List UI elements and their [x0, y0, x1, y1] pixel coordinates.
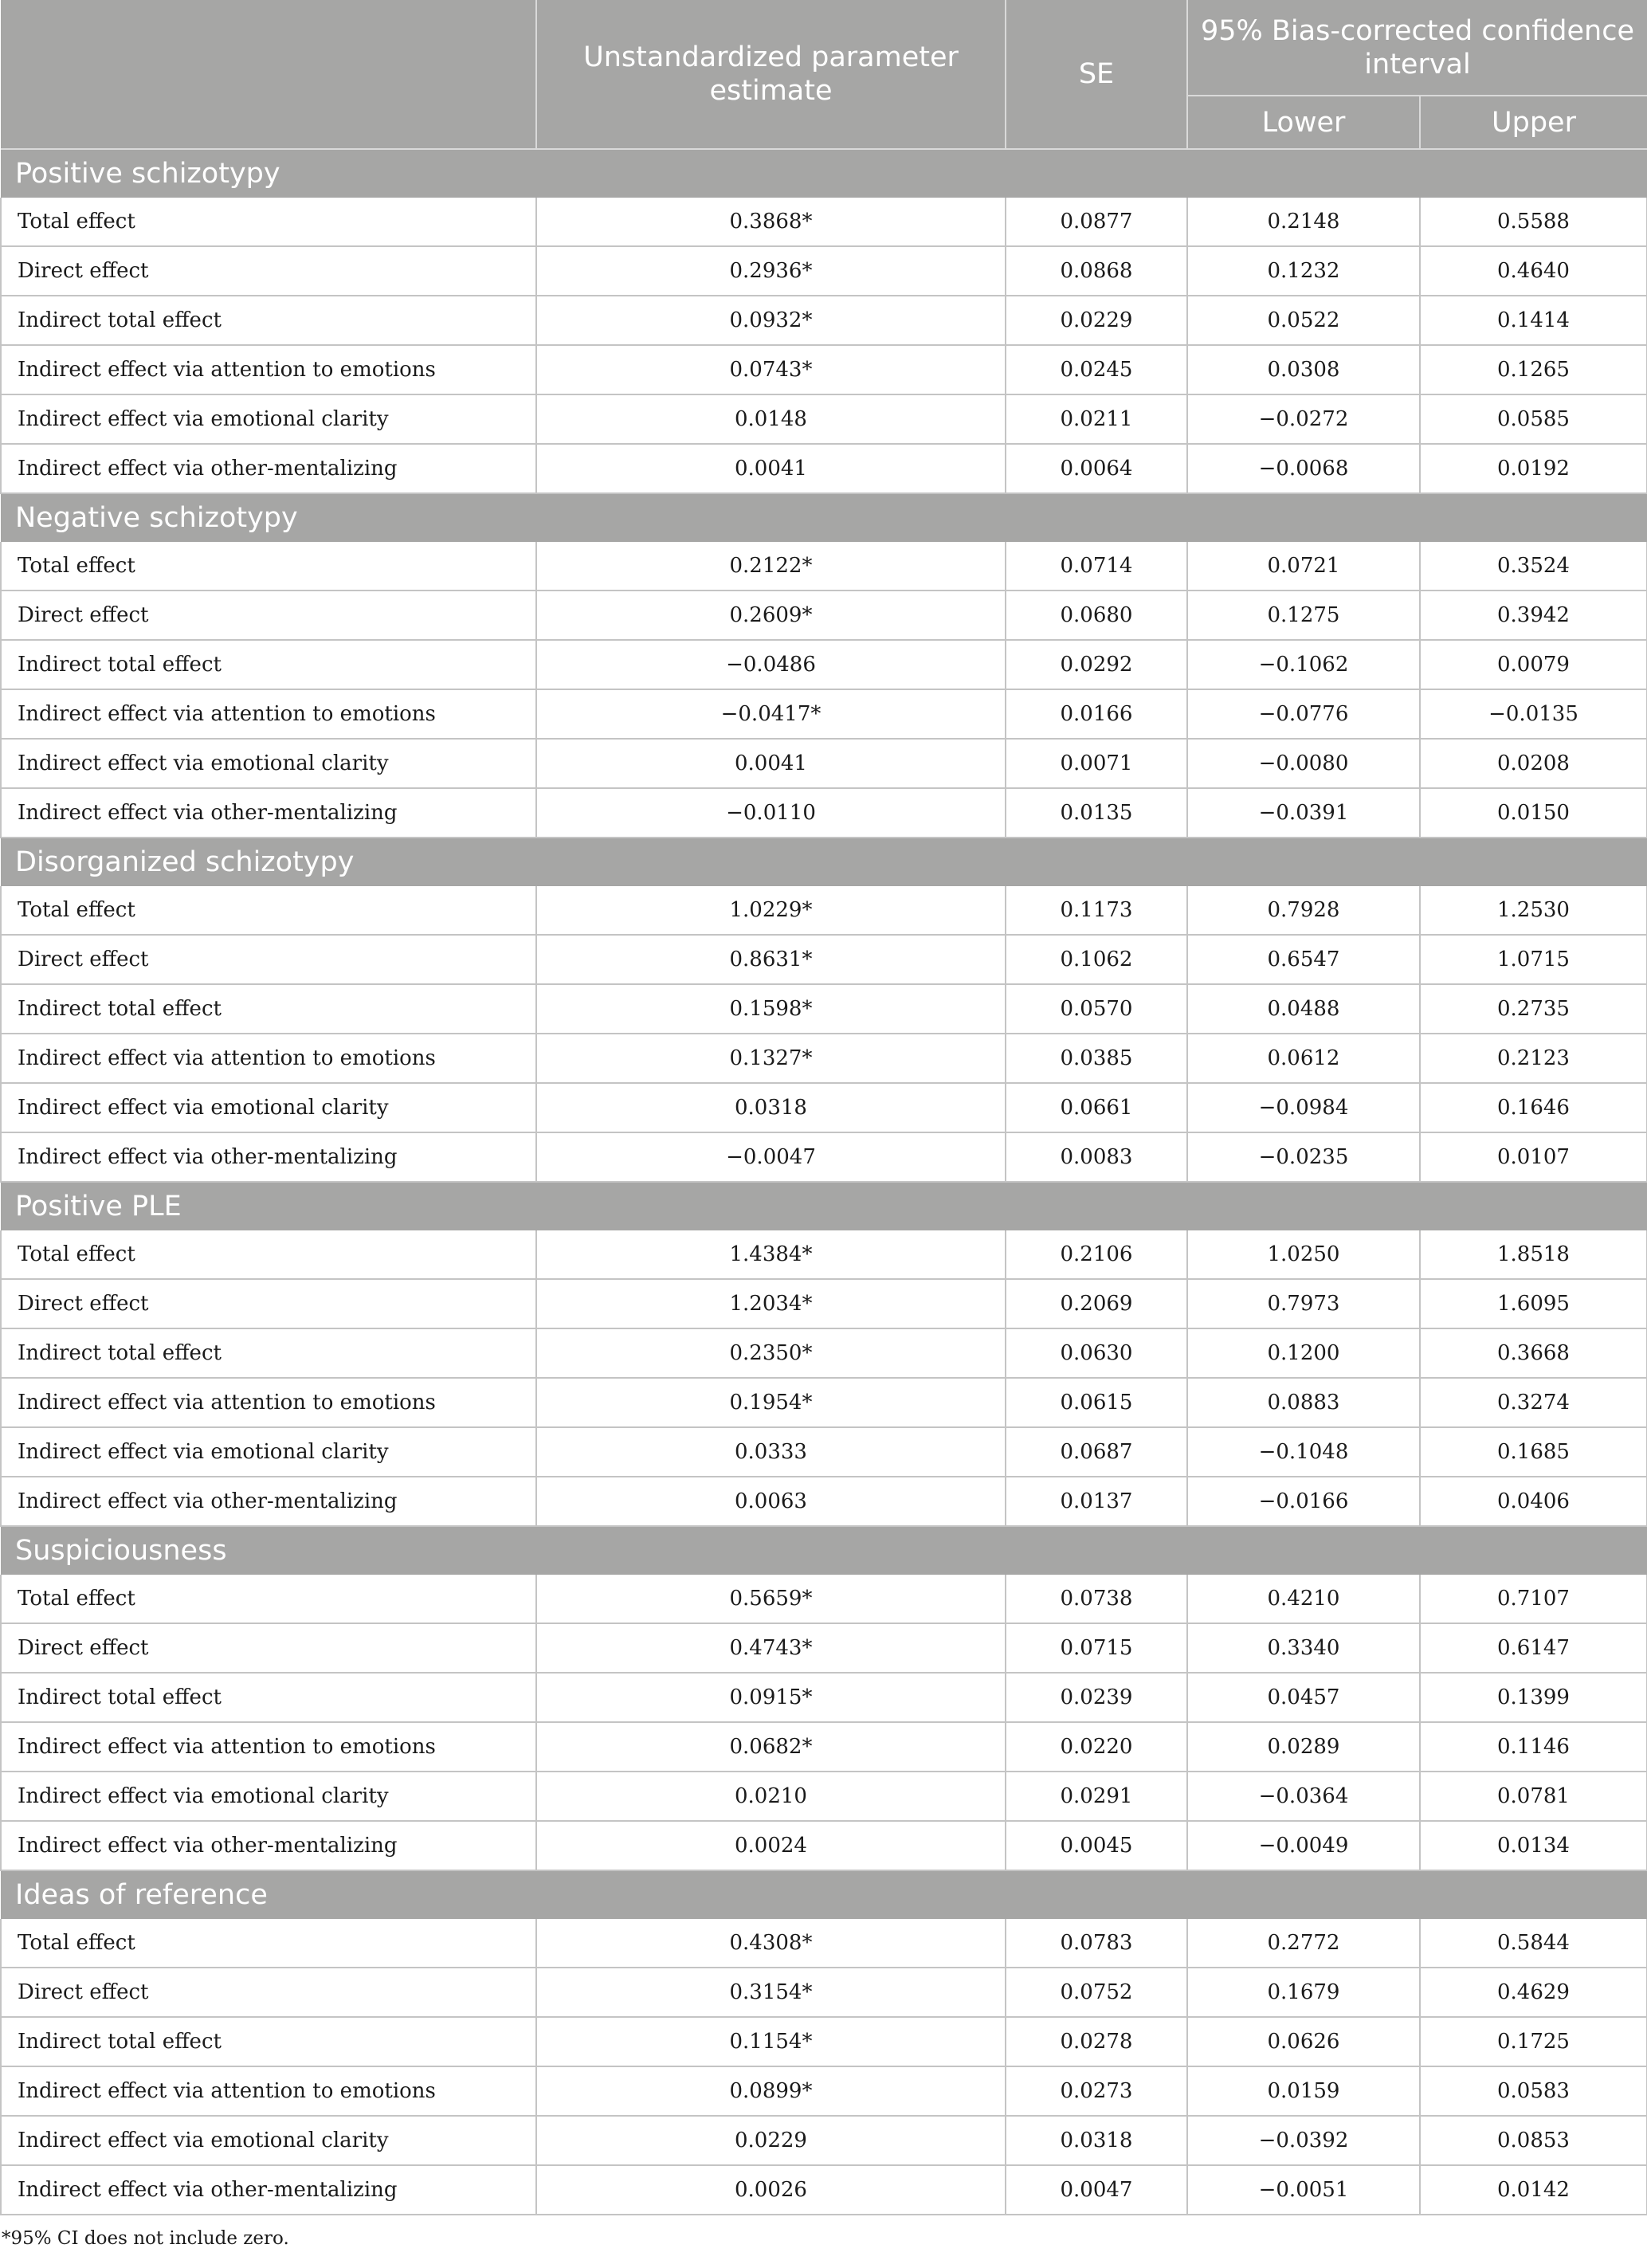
table-row	[1, 1083, 1647, 1132]
ci-lower-cell: 0.0612	[1187, 1034, 1420, 1083]
ci-lower-cell: −0.0080	[1187, 739, 1420, 788]
estimate-cell: 0.0915*	[536, 1673, 1006, 1722]
ci-upper-cell: 0.0208	[1420, 739, 1647, 788]
row-label: Total effect	[1, 198, 536, 246]
estimate-cell: 0.1154*	[536, 2017, 1006, 2066]
table-row	[1, 1919, 1647, 1968]
table-row	[1, 1623, 1647, 1673]
ci-upper-cell: 0.0192	[1420, 444, 1647, 493]
ci-upper-cell: 0.0781	[1420, 1772, 1647, 1821]
header-upper: Upper	[1420, 96, 1647, 149]
ci-lower-cell: −0.0776	[1187, 689, 1420, 739]
ci-lower-cell: −0.0049	[1187, 1821, 1420, 1870]
ci-lower-cell: −0.1062	[1187, 640, 1420, 689]
row-label: Indirect total effect	[1, 1673, 536, 1722]
ci-upper-cell: 0.5844	[1420, 1919, 1647, 1968]
estimate-cell: 0.1598*	[536, 984, 1006, 1034]
estimate-cell: 0.1327*	[536, 1034, 1006, 1083]
se-cell: 0.0292	[1006, 640, 1187, 689]
estimate-cell: 0.2609*	[536, 591, 1006, 640]
estimate-cell: 0.0041	[536, 739, 1006, 788]
table-row	[1, 2017, 1647, 2066]
row-label: Indirect effect via emotional clarity	[1, 1772, 536, 1821]
row-label: Indirect effect via other-mentalizing	[1, 2165, 536, 2215]
row-label: Indirect effect via attention to emotions	[1, 689, 536, 739]
ci-lower-cell: 1.0250	[1187, 1230, 1420, 1279]
se-cell: 0.0211	[1006, 394, 1187, 444]
table-row	[1, 1378, 1647, 1427]
se-cell: 0.0229	[1006, 296, 1187, 345]
se-cell: 0.0630	[1006, 1328, 1187, 1378]
ci-lower-cell: 0.7928	[1187, 886, 1420, 935]
se-cell: 0.0273	[1006, 2066, 1187, 2116]
ci-lower-cell: 0.2772	[1187, 1919, 1420, 1968]
ci-upper-cell: 1.8518	[1420, 1230, 1647, 1279]
table-body	[1, 149, 1647, 2215]
ci-lower-cell: 0.2148	[1187, 198, 1420, 246]
ci-upper-cell: 0.3942	[1420, 591, 1647, 640]
ci-lower-cell: −0.0235	[1187, 1132, 1420, 1182]
estimate-cell: 0.0229	[536, 2116, 1006, 2165]
se-cell: 0.0687	[1006, 1427, 1187, 1477]
estimate-cell: 0.4743*	[536, 1623, 1006, 1673]
estimate-cell: 0.0210	[536, 1772, 1006, 1821]
ci-lower-cell: −0.0166	[1187, 1477, 1420, 1526]
ci-upper-cell: 0.0150	[1420, 788, 1647, 838]
estimate-cell: 1.4384*	[536, 1230, 1006, 1279]
row-label: Indirect total effect	[1, 2017, 536, 2066]
se-cell: 0.0047	[1006, 2165, 1187, 2215]
ci-lower-cell: −0.0068	[1187, 444, 1420, 493]
estimate-cell: 0.2936*	[536, 246, 1006, 296]
header-estimate: Unstandardized parameter estimate	[536, 0, 1006, 149]
section-header-row	[1, 838, 1647, 886]
row-label: Total effect	[1, 886, 536, 935]
table-row	[1, 1230, 1647, 1279]
ci-lower-cell: 0.0457	[1187, 1673, 1420, 1722]
ci-lower-cell: −0.0391	[1187, 788, 1420, 838]
row-label: Indirect effect via other-mentalizing	[1, 444, 536, 493]
table-row	[1, 1328, 1647, 1378]
estimate-cell: 1.2034*	[536, 1279, 1006, 1328]
ci-upper-cell: 0.1685	[1420, 1427, 1647, 1477]
header-confidence-interval: 95% Bias-corrected confidence interval	[1187, 0, 1647, 96]
ci-lower-cell: 0.1679	[1187, 1968, 1420, 2017]
ci-lower-cell: 0.1232	[1187, 246, 1420, 296]
estimate-cell: 0.3868*	[536, 198, 1006, 246]
se-cell: 0.0868	[1006, 246, 1187, 296]
ci-lower-cell: −0.0051	[1187, 2165, 1420, 2215]
table-row	[1, 2116, 1647, 2165]
ci-lower-cell: 0.1275	[1187, 591, 1420, 640]
table-row	[1, 2165, 1647, 2215]
ci-upper-cell: 0.5588	[1420, 198, 1647, 246]
se-cell: 0.0137	[1006, 1477, 1187, 1526]
ci-upper-cell: 1.0715	[1420, 935, 1647, 984]
section-title: Negative schizotypy	[1, 493, 1647, 542]
estimate-cell: 0.8631*	[536, 935, 1006, 984]
ci-lower-cell: −0.0984	[1187, 1083, 1420, 1132]
ci-lower-cell: 0.0522	[1187, 296, 1420, 345]
estimate-cell: 1.0229*	[536, 886, 1006, 935]
estimate-cell: −0.0417*	[536, 689, 1006, 739]
row-label: Indirect total effect	[1, 640, 536, 689]
table-row	[1, 1722, 1647, 1772]
estimate-cell: 0.5659*	[536, 1575, 1006, 1623]
table-header	[1, 0, 1647, 149]
section-header-row	[1, 1182, 1647, 1230]
ci-upper-cell: 0.1725	[1420, 2017, 1647, 2066]
se-cell: 0.0714	[1006, 542, 1187, 591]
estimate-cell: 0.2350*	[536, 1328, 1006, 1378]
ci-upper-cell: 0.1265	[1420, 345, 1647, 394]
ci-lower-cell: −0.0364	[1187, 1772, 1420, 1821]
table-row	[1, 542, 1647, 591]
ci-upper-cell: 0.4629	[1420, 1968, 1647, 2017]
section-header-row	[1, 493, 1647, 542]
row-label: Indirect effect via emotional clarity	[1, 1427, 536, 1477]
ci-upper-cell: 1.2530	[1420, 886, 1647, 935]
se-cell: 0.0083	[1006, 1132, 1187, 1182]
ci-upper-cell: 0.0583	[1420, 2066, 1647, 2116]
ci-lower-cell: 0.0159	[1187, 2066, 1420, 2116]
se-cell: 0.1062	[1006, 935, 1187, 984]
ci-upper-cell: 1.6095	[1420, 1279, 1647, 1328]
ci-upper-cell: 0.0585	[1420, 394, 1647, 444]
estimate-cell: 0.0318	[536, 1083, 1006, 1132]
row-label: Direct effect	[1, 246, 536, 296]
se-cell: 0.0318	[1006, 2116, 1187, 2165]
estimate-cell: 0.0024	[536, 1821, 1006, 1870]
row-label: Direct effect	[1, 1968, 536, 2017]
ci-upper-cell: 0.3274	[1420, 1378, 1647, 1427]
row-label: Total effect	[1, 542, 536, 591]
section-title: Suspiciousness	[1, 1526, 1647, 1575]
ci-lower-cell: 0.4210	[1187, 1575, 1420, 1623]
table-row	[1, 1968, 1647, 2017]
table-row	[1, 591, 1647, 640]
table-row	[1, 246, 1647, 296]
row-label: Indirect effect via emotional clarity	[1, 2116, 536, 2165]
row-label: Indirect effect via other-mentalizing	[1, 788, 536, 838]
ci-upper-cell: 0.4640	[1420, 246, 1647, 296]
se-cell: 0.0752	[1006, 1968, 1187, 2017]
se-cell: 0.0715	[1006, 1623, 1187, 1673]
ci-lower-cell: −0.1048	[1187, 1427, 1420, 1477]
ci-upper-cell: 0.6147	[1420, 1623, 1647, 1673]
se-cell: 0.0135	[1006, 788, 1187, 838]
table-row	[1, 739, 1647, 788]
se-cell: 0.0064	[1006, 444, 1187, 493]
se-cell: 0.0278	[1006, 2017, 1187, 2066]
section-header-row	[1, 149, 1647, 198]
row-label: Indirect effect via emotional clarity	[1, 394, 536, 444]
ci-upper-cell: −0.0135	[1420, 689, 1647, 739]
ci-upper-cell: 0.0853	[1420, 2116, 1647, 2165]
ci-lower-cell: 0.7973	[1187, 1279, 1420, 1328]
se-cell: 0.0680	[1006, 591, 1187, 640]
ci-upper-cell: 0.1146	[1420, 1722, 1647, 1772]
estimate-cell: 0.0682*	[536, 1722, 1006, 1772]
footnote: *95% CI does not include zero.	[2, 2228, 289, 2249]
se-cell: 0.0291	[1006, 1772, 1187, 1821]
ci-lower-cell: 0.0308	[1187, 345, 1420, 394]
section-header-row	[1, 1526, 1647, 1575]
table-row	[1, 1034, 1647, 1083]
estimate-cell: −0.0486	[536, 640, 1006, 689]
table-row	[1, 1575, 1647, 1623]
se-cell: 0.1173	[1006, 886, 1187, 935]
ci-lower-cell: 0.3340	[1187, 1623, 1420, 1673]
se-cell: 0.0570	[1006, 984, 1187, 1034]
se-cell: 0.0783	[1006, 1919, 1187, 1968]
section-title: Ideas of reference	[1, 1870, 1647, 1919]
se-cell: 0.0045	[1006, 1821, 1187, 1870]
table-row	[1, 345, 1647, 394]
row-label: Total effect	[1, 1919, 536, 1968]
row-label: Indirect total effect	[1, 296, 536, 345]
se-cell: 0.0615	[1006, 1378, 1187, 1427]
ci-lower-cell: 0.1200	[1187, 1328, 1420, 1378]
row-label: Indirect effect via other-mentalizing	[1, 1821, 536, 1870]
se-cell: 0.0245	[1006, 345, 1187, 394]
row-label: Total effect	[1, 1230, 536, 1279]
ci-lower-cell: 0.0488	[1187, 984, 1420, 1034]
estimate-cell: 0.0041	[536, 444, 1006, 493]
row-label: Indirect effect via attention to emotions	[1, 345, 536, 394]
ci-lower-cell: 0.0626	[1187, 2017, 1420, 2066]
table-row	[1, 1477, 1647, 1526]
table-row	[1, 394, 1647, 444]
ci-upper-cell: 0.1414	[1420, 296, 1647, 345]
ci-lower-cell: 0.0289	[1187, 1722, 1420, 1772]
ci-lower-cell: 0.0721	[1187, 542, 1420, 591]
header-lower: Lower	[1187, 96, 1420, 149]
row-label: Indirect effect via attention to emotions	[1, 1034, 536, 1083]
section-header-row	[1, 1870, 1647, 1919]
table-row	[1, 1427, 1647, 1477]
estimate-cell: 0.0899*	[536, 2066, 1006, 2116]
se-cell: 0.0738	[1006, 1575, 1187, 1623]
ci-lower-cell: −0.0392	[1187, 2116, 1420, 2165]
ci-upper-cell: 0.0142	[1420, 2165, 1647, 2215]
se-cell: 0.0166	[1006, 689, 1187, 739]
ci-upper-cell: 0.0079	[1420, 640, 1647, 689]
row-label: Direct effect	[1, 1279, 536, 1328]
estimate-cell: 0.0026	[536, 2165, 1006, 2215]
estimate-cell: 0.1954*	[536, 1378, 1006, 1427]
row-label: Direct effect	[1, 591, 536, 640]
ci-lower-cell: 0.0883	[1187, 1378, 1420, 1427]
estimate-cell: −0.0110	[536, 788, 1006, 838]
ci-upper-cell: 0.7107	[1420, 1575, 1647, 1623]
table-row	[1, 935, 1647, 984]
ci-upper-cell: 0.0107	[1420, 1132, 1647, 1182]
table-row	[1, 886, 1647, 935]
table-row	[1, 296, 1647, 345]
table-row	[1, 1673, 1647, 1722]
row-label: Indirect total effect	[1, 1328, 536, 1378]
row-label: Indirect total effect	[1, 984, 536, 1034]
ci-upper-cell: 0.1399	[1420, 1673, 1647, 1722]
table-row	[1, 1772, 1647, 1821]
row-label: Direct effect	[1, 935, 536, 984]
table-row	[1, 689, 1647, 739]
table-row	[1, 1821, 1647, 1870]
row-label: Direct effect	[1, 1623, 536, 1673]
table-row	[1, 198, 1647, 246]
table-row	[1, 2066, 1647, 2116]
row-label: Indirect effect via other-mentalizing	[1, 1132, 536, 1182]
ci-upper-cell: 0.2123	[1420, 1034, 1647, 1083]
se-cell: 0.0071	[1006, 739, 1187, 788]
se-cell: 0.0877	[1006, 198, 1187, 246]
estimate-cell: 0.0063	[536, 1477, 1006, 1526]
table-row	[1, 984, 1647, 1034]
row-label: Indirect effect via emotional clarity	[1, 1083, 536, 1132]
estimate-cell: 0.4308*	[536, 1919, 1006, 1968]
se-cell: 0.0661	[1006, 1083, 1187, 1132]
row-label: Indirect effect via attention to emotions	[1, 1722, 536, 1772]
ci-upper-cell: 0.0406	[1420, 1477, 1647, 1526]
se-cell: 0.0239	[1006, 1673, 1187, 1722]
ci-upper-cell: 0.3668	[1420, 1328, 1647, 1378]
table-row	[1, 788, 1647, 838]
ci-upper-cell: 0.2735	[1420, 984, 1647, 1034]
header-empty-cell	[1, 0, 536, 149]
header-row-1	[1, 0, 1647, 96]
estimate-cell: 0.3154*	[536, 1968, 1006, 2017]
row-label: Total effect	[1, 1575, 536, 1623]
ci-upper-cell: 0.0134	[1420, 1821, 1647, 1870]
section-title: Positive schizotypy	[1, 149, 1647, 198]
table-row	[1, 1279, 1647, 1328]
table-row	[1, 1132, 1647, 1182]
ci-upper-cell: 0.1646	[1420, 1083, 1647, 1132]
ci-lower-cell: 0.6547	[1187, 935, 1420, 984]
table-row	[1, 640, 1647, 689]
table-row	[1, 444, 1647, 493]
ci-lower-cell: −0.0272	[1187, 394, 1420, 444]
header-se: SE	[1006, 0, 1187, 149]
estimate-cell: 0.0148	[536, 394, 1006, 444]
estimate-cell: 0.0743*	[536, 345, 1006, 394]
se-cell: 0.2106	[1006, 1230, 1187, 1279]
estimate-cell: 0.0932*	[536, 296, 1006, 345]
ci-upper-cell: 0.3524	[1420, 542, 1647, 591]
row-label: Indirect effect via emotional clarity	[1, 739, 536, 788]
estimate-cell: 0.0333	[536, 1427, 1006, 1477]
section-title: Positive PLE	[1, 1182, 1647, 1230]
estimate-cell: 0.2122*	[536, 542, 1006, 591]
estimate-cell: −0.0047	[536, 1132, 1006, 1182]
row-label: Indirect effect via attention to emotions	[1, 1378, 536, 1427]
section-title: Disorganized schizotypy	[1, 838, 1647, 886]
se-cell: 0.0385	[1006, 1034, 1187, 1083]
se-cell: 0.0220	[1006, 1722, 1187, 1772]
row-label: Indirect effect via other-mentalizing	[1, 1477, 536, 1526]
se-cell: 0.2069	[1006, 1279, 1187, 1328]
row-label: Indirect effect via attention to emotions	[1, 2066, 536, 2116]
